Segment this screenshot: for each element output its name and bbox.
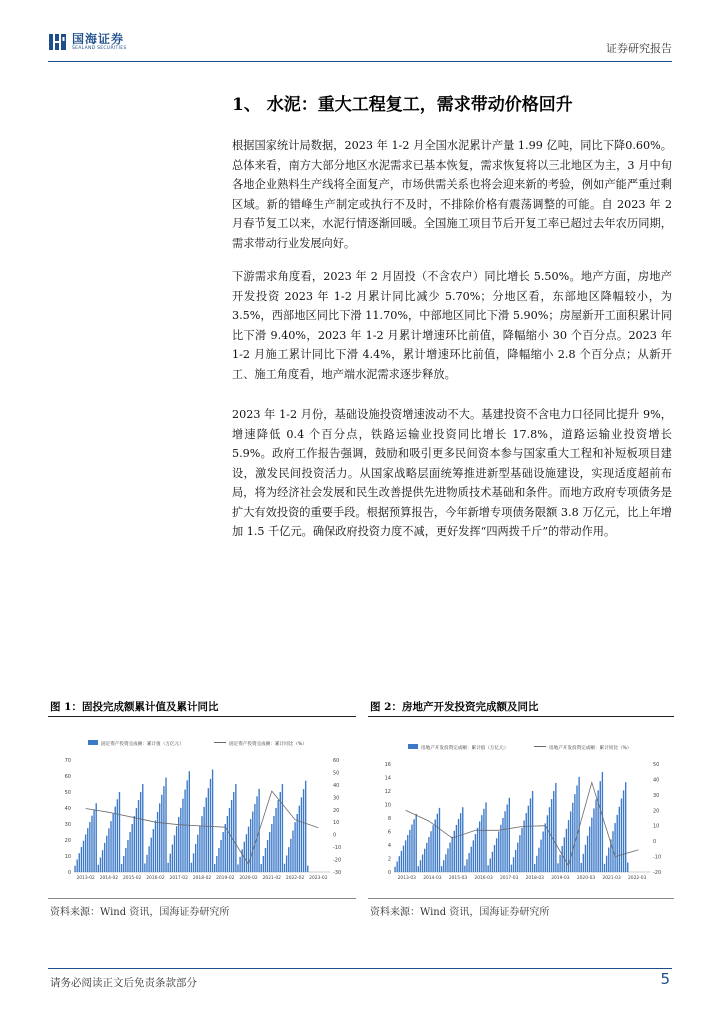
- figure-2-bar: [475, 834, 476, 872]
- figure-1-bar: [191, 863, 192, 872]
- report-type: 证券研究报告: [606, 42, 672, 55]
- figure-1-bar: [87, 828, 88, 872]
- figure-2-title: 图 2：房地产开发投资完成额及同比: [370, 701, 539, 713]
- figure-2-right-tick: 40: [653, 777, 660, 784]
- figure-1-x-tick-label: 2018-02: [192, 876, 212, 881]
- figure-2-bar: [473, 840, 474, 872]
- figure-2-right-tick: -10: [653, 854, 662, 861]
- figure-1-bar: [174, 835, 175, 872]
- figure-2-bar: [490, 859, 491, 873]
- figure-2-left-tick: 4: [387, 843, 391, 849]
- figure-1-bar: [227, 816, 228, 872]
- figure-2-bar: [394, 867, 395, 872]
- figure-2-bar: [614, 823, 615, 872]
- figure-2-bar: [399, 856, 400, 872]
- figure-1-bar: [239, 857, 240, 872]
- figure-2-bar: [416, 814, 417, 872]
- figure-2-bar: [515, 850, 516, 872]
- figure-1-x-tick-label: 2019-02: [216, 876, 235, 881]
- figure-2-bar: [420, 860, 421, 872]
- figure-1-bar: [74, 866, 75, 872]
- figure-1-bar: [261, 864, 262, 872]
- figure-1-bar: [193, 853, 194, 872]
- figure-1-bar: [98, 865, 99, 872]
- figure-1-source: 资料来源：Wind 资讯，国海证券研究所: [50, 907, 230, 918]
- figure-1-bar: [299, 806, 300, 872]
- figure-2-bar: [553, 791, 554, 872]
- figure-1-bar: [159, 803, 160, 872]
- figure-2-bar: [589, 827, 590, 872]
- figure-2-bar: [623, 790, 624, 872]
- figure-1-bar: [170, 854, 171, 872]
- figure-1-bar: [117, 799, 118, 872]
- figure-2-bar: [509, 798, 510, 872]
- figure-1-bar: [256, 796, 257, 872]
- figure-2-bar: [540, 840, 541, 872]
- figure-2-bar: [445, 854, 446, 872]
- figure-2-bar: [578, 777, 579, 872]
- paragraph-infrastructure: 2023 年 1-2 月份，基础设施投资增速波动不大。基建投资不含电力口径同比提升 9%，增速降低 0.4 个百分点，铁路运输业投资同比增长 17.8%，道路运输业投资增长 5.9%。政府工作报告强调，鼓励和吸引更多民间资本参与国家重大工程和补短板项目建设，激发民间投资活力。从国家战略层面统筹推进新型基础设施建设，实现适度超前布局，将为经济社会发展和民生改善提供先进物质技术基础和条件。而地方政府专项债务是扩大有效投资的重要手段。根据预算报告，今年新增专项债务限额 3.8 万亿元，比上年增加 1.5 千亿元。确保政府投资力度不减，更好发挥“四两拨千斤”的带动作用。: [232, 408, 672, 538]
- figure-1-bar: [157, 812, 158, 872]
- figure-2-bar: [411, 825, 412, 872]
- page-number: 5: [660, 970, 670, 988]
- figure-1-x-tick-label: 2021-02: [262, 876, 281, 881]
- figure-2-x-tick-label: 2015-03: [448, 876, 468, 881]
- figure-2-bar: [507, 805, 508, 873]
- figure-1-bar: [218, 848, 219, 872]
- figure-1-bottom-rule: [48, 898, 356, 899]
- figure-2-left-tick: 0: [387, 870, 391, 876]
- figure-2-bar: [487, 865, 488, 872]
- figure-1-bar: [151, 838, 152, 872]
- figure-1-bar: [121, 864, 122, 872]
- figure-2-bar: [443, 860, 444, 872]
- figure-1-bar: [81, 847, 82, 872]
- figure-1-bar: [178, 817, 179, 872]
- figure-2-bar: [521, 828, 522, 872]
- figure-1-bar: [305, 781, 306, 872]
- figure-1-x-tick-label: 2022-02: [285, 876, 305, 881]
- figure-2-right-tick: 50: [653, 762, 660, 768]
- figure-1-left-tick: 10: [64, 854, 71, 860]
- figure-1-bar: [246, 834, 247, 872]
- figure-2-left-tick: 8: [387, 816, 391, 822]
- figure-2-bar: [591, 818, 592, 872]
- figure-2-bar: [538, 848, 539, 872]
- figure-2-left-tick: 12: [384, 789, 391, 795]
- figure-2-bar: [407, 835, 408, 872]
- figure-1-bar: [216, 856, 217, 872]
- figure-2-right-tick: -20: [653, 870, 662, 876]
- figure-1-bar: [102, 850, 103, 872]
- figure-2-legend-line-label: 房地产开发投资完成额：累计同比（%）: [549, 746, 632, 751]
- figure-1-bar: [197, 835, 198, 872]
- figure-2-bar: [449, 843, 450, 872]
- logo-icon: [48, 32, 68, 52]
- figure-2-bar: [424, 849, 425, 872]
- figure-1-x-tick-label: 2014-02: [99, 876, 119, 881]
- figure-1-bar: [273, 816, 274, 872]
- figure-2-bar: [441, 866, 442, 872]
- figure-1-right-tick: 40: [333, 782, 340, 789]
- figure-1-bar: [163, 786, 164, 872]
- figure-1-bar: [155, 821, 156, 872]
- figure-2-right-tick: 10: [653, 823, 660, 830]
- figure-1-left-tick: 70: [64, 758, 71, 764]
- figure-2-bar: [619, 807, 620, 872]
- figure-1-bar: [222, 832, 223, 872]
- figure-2-bar: [504, 811, 505, 872]
- figure-1-left-tick: 60: [64, 774, 71, 780]
- figure-2-bar: [542, 832, 543, 873]
- figure-2-bar: [562, 846, 563, 872]
- figure-1-bar: [235, 784, 236, 872]
- figure-2-bar: [405, 840, 406, 872]
- figure-1-bar: [294, 822, 295, 872]
- figure-2-bar: [559, 855, 560, 872]
- figure-2-bar: [401, 851, 402, 872]
- figure-2-x-tick-label: 2013-03: [397, 876, 416, 881]
- figure-1-bar: [269, 832, 270, 872]
- figure-2-chart: [372, 738, 672, 884]
- figure-1-bar: [144, 863, 145, 872]
- figure-1-bar: [242, 849, 243, 872]
- figure-2-bar: [464, 866, 465, 872]
- figure-1-bar: [220, 840, 221, 872]
- figure-2-bar: [430, 831, 431, 872]
- figure-1-bar: [83, 841, 84, 872]
- figure-1-bar: [180, 808, 181, 872]
- figure-1-bar: [79, 853, 80, 872]
- figure-1-bar: [301, 797, 302, 872]
- figure-1-bar: [297, 814, 298, 872]
- figure-1-bar: [146, 855, 147, 872]
- figure-1-bar: [252, 811, 253, 872]
- figure-2-bar: [576, 785, 577, 872]
- figure-2-bar: [426, 843, 427, 872]
- figure-1-bar: [85, 834, 86, 872]
- header-divider: [48, 61, 672, 62]
- figure-1-right-tick: -20: [333, 857, 342, 864]
- figure-2-bar: [570, 811, 571, 872]
- figure-2-bar: [460, 813, 461, 872]
- figure-2-bar: [456, 825, 457, 872]
- logo-chinese-name: 国海证券: [72, 31, 125, 46]
- figure-2-bar: [498, 832, 499, 873]
- figure-2-bar: [627, 863, 628, 872]
- figure-2-bar: [581, 863, 582, 872]
- figure-2-bar: [545, 823, 546, 872]
- figure-2-bar: [513, 857, 514, 872]
- figure-1-right-tick: 30: [333, 795, 340, 802]
- figure-2-source: 资料来源：Wind 资讯，国海证券研究所: [370, 907, 550, 918]
- figure-2-bar: [511, 865, 512, 872]
- figure-1-bar: [254, 804, 255, 872]
- figure-1-bar: [271, 824, 272, 872]
- figure-2-bar: [583, 854, 584, 872]
- figure-1-legend-bar-label: 固定资产投资完成额：累计值（万亿元）: [101, 742, 184, 747]
- figure-2-bar: [617, 815, 618, 872]
- figure-1-chart: [52, 734, 352, 884]
- figure-2-left-tick: 2: [387, 856, 391, 863]
- figure-2-bar: [492, 852, 493, 872]
- figure-2-bar: [422, 855, 423, 872]
- figure-1-bar: [195, 844, 196, 872]
- figure-2-bar: [519, 835, 520, 872]
- figure-2-bar: [621, 799, 622, 872]
- figure-1-bar: [199, 825, 200, 872]
- figure-2-bar: [435, 820, 436, 872]
- footer-disclaimer: 请务必阅读正文后免责条款部分: [50, 977, 197, 989]
- logo-english-name: SEALAND SECURITIES: [72, 45, 127, 51]
- figure-1-legend-line-label: 固定资产投资完成额：累计同比（%）: [229, 742, 307, 747]
- figure-1-bar: [129, 832, 130, 872]
- figure-2-bar: [608, 848, 609, 872]
- figure-2-bar: [572, 803, 573, 872]
- figure-1-bar: [182, 799, 183, 872]
- figure-2-bar: [523, 820, 524, 872]
- figure-1-bar: [303, 789, 304, 872]
- figure-2-bar: [534, 864, 535, 872]
- figure-2-x-tick-label: 2016-03: [474, 876, 493, 881]
- figure-1-left-tick: 20: [64, 838, 71, 844]
- figure-2-bar: [451, 837, 452, 872]
- figure-1-bar: [153, 829, 154, 872]
- figure-2-bar: [587, 836, 588, 872]
- figure-1-right-tick: 50: [333, 770, 340, 777]
- figure-1-bar: [100, 857, 101, 872]
- figure-1-bar: [286, 855, 287, 872]
- figure-1-bar: [172, 845, 173, 872]
- figure-2-left-tick: 14: [384, 775, 391, 782]
- figure-1-bar: [104, 843, 105, 872]
- company-logo: [48, 30, 127, 54]
- figure-2-bar: [403, 846, 404, 872]
- figure-2-x-tick-label: 2021-03: [602, 876, 621, 881]
- figure-1-bar: [115, 807, 116, 872]
- figure-1-bar: [206, 798, 207, 872]
- figure-1-bar: [110, 821, 111, 872]
- footer-divider: [48, 968, 672, 969]
- figure-1-bar: [189, 771, 190, 872]
- figure-2-bar: [500, 825, 501, 872]
- figure-2-bar: [468, 853, 469, 872]
- figure-2-bar: [462, 807, 463, 872]
- figure-2-bar: [602, 772, 603, 872]
- figure-1-left-tick: 50: [64, 790, 71, 796]
- paragraph-cement-output: 根据国家统计局数据，2023 年 1-2 月全国水泥累计产量 1.99 亿吨，同比下降0.60%。总体来看，南方大部分地区水泥需求已基本恢复，需求恢复将以三北地区为主，3 月中旬各地企业熟料生产线将全面复产，市场供需关系也将会迎来新的考验，例如产能严重过剩区域。新的错峰生产制定或执行不及时，不排除价格有震荡调整的可能。自 2023 年 2 月春节复工以来，水泥行情逐渐回暖。全国施工项目节后开复工率已超过去年农历同期，需求带动行业发展向好。: [232, 139, 672, 250]
- figure-1-left-tick: 30: [64, 822, 71, 828]
- figure-2-bar: [530, 798, 531, 872]
- figure-2-bar: [396, 861, 397, 872]
- figure-2-bar: [536, 856, 537, 872]
- figure-1-bar: [112, 814, 113, 872]
- figure-1-bar: [208, 788, 209, 872]
- figure-2-left-tick: 6: [387, 829, 391, 836]
- figure-2-bar: [564, 837, 565, 872]
- figure-1-bar: [176, 826, 177, 872]
- figure-1-x-tick-label: 2020-02: [239, 876, 258, 881]
- figure-2-bar: [458, 819, 459, 872]
- figure-2-bar: [574, 794, 575, 872]
- figure-2-top-rule: [368, 716, 674, 717]
- figure-1-bar: [184, 790, 185, 872]
- figure-2-bar: [502, 818, 503, 872]
- figure-1-x-tick-label: 2017-02: [169, 876, 188, 881]
- figure-1-bar: [108, 828, 109, 872]
- figure-2-bar: [585, 845, 586, 872]
- figure-1-bar: [288, 847, 289, 872]
- figure-1-bar: [214, 864, 215, 872]
- figure-2-bar: [494, 845, 495, 872]
- figure-1-bar: [91, 816, 92, 872]
- figure-1-bar: [284, 864, 285, 872]
- figure-1-bar: [142, 784, 143, 872]
- figure-2-bar: [479, 821, 480, 872]
- figure-2-x-tick-label: 2017-03: [500, 876, 519, 881]
- figure-1-right-tick: 60: [333, 758, 340, 764]
- figure-1-right-tick: 10: [333, 820, 340, 827]
- figure-1-bar: [167, 863, 168, 872]
- figure-2-bar: [477, 828, 478, 872]
- figure-2-bar: [418, 866, 419, 872]
- figure-1-right-tick: -10: [333, 845, 342, 852]
- figure-2-bar: [432, 825, 433, 872]
- figure-2-bar: [496, 838, 497, 872]
- figure-1-bar: [265, 848, 266, 872]
- figure-1-bar: [290, 839, 291, 872]
- figure-2-right-tick: 0: [653, 839, 657, 846]
- figure-2-left-tick: 10: [384, 802, 391, 809]
- figure-2-bar: [526, 813, 527, 872]
- figure-2-bar: [593, 808, 594, 872]
- figure-1-bar: [203, 807, 204, 872]
- figure-2-x-tick-label: 2022-03: [628, 876, 647, 881]
- figure-1-bar: [263, 856, 264, 872]
- figure-2-bar: [557, 863, 558, 872]
- figure-1-bar: [89, 822, 90, 872]
- figure-1-x-tick-label: 2023-02: [309, 876, 328, 881]
- figure-1-x-tick-label: 2015-02: [123, 876, 142, 881]
- figure-1-right-tick: -30: [333, 870, 342, 876]
- figure-1-left-tick: 0: [67, 870, 71, 876]
- figure-1-x-tick-label: 2013-02: [76, 876, 95, 881]
- figure-2-bar: [566, 829, 567, 872]
- figure-2-bottom-rule: [368, 898, 674, 899]
- figure-1-bar: [140, 792, 141, 872]
- figure-1-bar: [138, 800, 139, 872]
- figure-1-bar: [275, 808, 276, 872]
- figure-2-bar: [547, 815, 548, 872]
- figure-1-x-tick-label: 2016-02: [146, 876, 165, 881]
- figure-1-bar: [76, 859, 77, 872]
- figure-2-bar: [555, 783, 556, 872]
- figure-2-bar: [532, 791, 533, 872]
- figure-2-bar: [439, 808, 440, 872]
- figure-2-bar: [528, 806, 529, 872]
- figure-1-bar: [106, 836, 107, 872]
- section-title: 1、 水泥：重大工程复工，需求带动价格回升: [232, 95, 573, 115]
- figure-2-bar: [447, 848, 448, 872]
- figure-2-bar: [604, 864, 605, 872]
- figure-1-legend-bar-swatch: [88, 740, 98, 745]
- figure-2-x-tick-label: 2014-03: [423, 876, 442, 881]
- figure-1-bar: [165, 778, 166, 872]
- figure-2-bar: [466, 859, 467, 872]
- figure-2-bar: [549, 807, 550, 872]
- figure-2-bar: [409, 830, 410, 872]
- figure-1-bar: [125, 848, 126, 872]
- figure-1-bar: [229, 808, 230, 872]
- figure-2-bar: [595, 799, 596, 872]
- figure-1-bar: [280, 792, 281, 872]
- figure-1-bar: [119, 792, 120, 872]
- figure-1-bar: [267, 840, 268, 872]
- figure-2-bar: [517, 843, 518, 872]
- figure-1-bar: [250, 819, 251, 872]
- figure-2-left-tick: 16: [384, 762, 391, 768]
- figure-1-bar: [307, 866, 308, 872]
- figure-2-bar: [606, 856, 607, 872]
- figure-1-top-rule: [48, 716, 356, 717]
- figure-1-bar: [210, 779, 211, 872]
- figure-1-bar: [277, 800, 278, 872]
- figure-1-bar: [292, 831, 293, 872]
- figure-2-legend-bar-swatch: [408, 744, 418, 749]
- figure-1-left-tick: 40: [64, 806, 71, 812]
- figure-2-legend-bar-label: 房地产开发投资完成额：累计值（万亿元）: [421, 746, 509, 751]
- figure-1-bar: [237, 864, 238, 872]
- figure-2-bar: [471, 847, 472, 872]
- figure-2-bar: [485, 802, 486, 872]
- figure-1-right-tick: 20: [333, 807, 340, 814]
- figure-2-bar: [437, 814, 438, 872]
- figure-2-bar: [413, 819, 414, 872]
- figure-1-bar: [201, 816, 202, 872]
- figure-1-bar: [96, 803, 97, 872]
- figure-1-bar: [131, 824, 132, 872]
- figure-1-bar: [187, 780, 188, 872]
- figure-1-right-tick: 0: [333, 832, 337, 839]
- figure-1-bar: [148, 846, 149, 872]
- figure-1-bar: [161, 795, 162, 872]
- figure-2-bar: [481, 815, 482, 872]
- figure-1-bar: [93, 809, 94, 872]
- figure-1-bar: [123, 856, 124, 872]
- figure-1-bar: [127, 840, 128, 872]
- figure-1-bar: [282, 784, 283, 872]
- figure-2-bar: [483, 809, 484, 872]
- figure-2-x-tick-label: 2018-03: [525, 876, 544, 881]
- figure-2-bar: [625, 782, 626, 872]
- figure-1-bar: [134, 816, 135, 872]
- figure-2-right-tick: 20: [653, 808, 660, 815]
- figure-1-bar: [225, 824, 226, 872]
- figure-2-bar: [600, 781, 601, 872]
- paragraph-downstream-demand: 下游需求角度看，2023 年 2 月固投（不含农户）同比增长 5.50%。地产方面，房地产开发投资 2023 年 1-2 月累计同比减少 5.70%；分地区看，东部地区降幅较小，为 3.5%，西部地区同比下滑 11.70%，中部地区同比下滑 5.90%；房屋新开工面积累计同比下滑 9.40%，2023 年 1-2 月累计增速环比前值，降幅缩小 30 个百分点。2023 年 1-2 月施工累计同比下滑 4.4%，累计增速环比前值，降幅缩小 2.8 个百分点；从新开工、施工角度看，地产端水泥需求逐步释放。: [232, 270, 672, 381]
- figure-1-bar: [233, 792, 234, 872]
- figure-2-x-tick-label: 2020-03: [576, 876, 596, 881]
- figure-1-title: 图 1：固投完成额累计值及累计同比: [50, 701, 219, 713]
- figure-1-bar: [212, 770, 213, 872]
- figure-2-bar: [428, 837, 429, 872]
- figure-2-x-tick-label: 2019-03: [551, 876, 570, 881]
- figure-2-right-tick: 30: [653, 792, 660, 799]
